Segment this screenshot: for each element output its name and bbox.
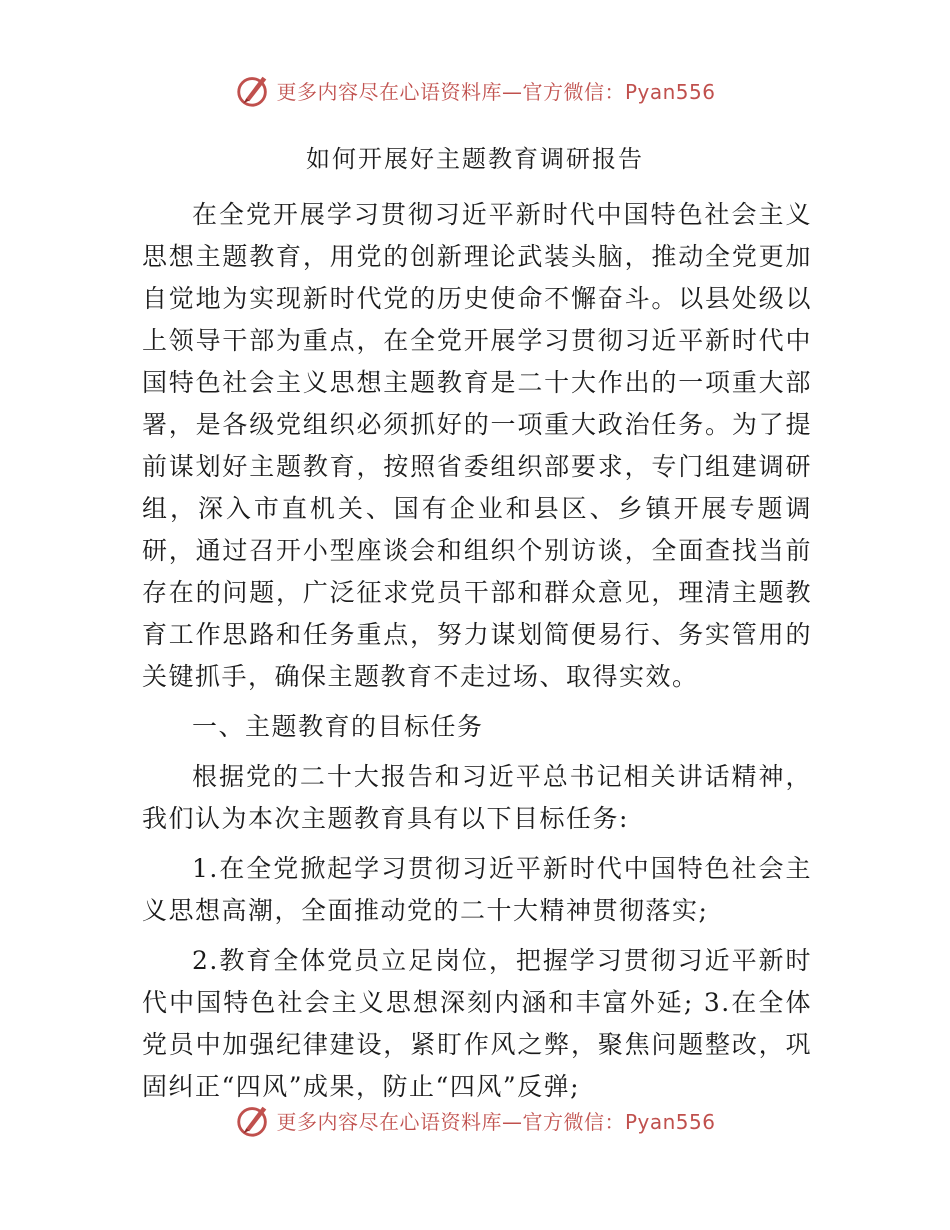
section-heading: 一、主题教育的目标任务 (192, 712, 484, 741)
quill-pen-logo-icon (234, 1101, 272, 1139)
quill-pen-logo-icon (234, 71, 272, 109)
paragraph: 根据党的二十大报告和习近平总书记相关讲话精神，我们认为本次主题教育具有以下目标任务: (142, 762, 812, 833)
list-item: 2.教育全体党员立足岗位，把握学习贯彻习近平新时代中国特色社会主义思想深刻内涵和丰富外延; 3.在全体党员中加强纪律建设，紧盯作风之弊，聚焦问题整改，巩固纠正“四风”成果，防止“四风”反弹; (142, 946, 812, 1101)
document-body (142, 194, 812, 1116)
document-title: 如何开展好主题教育调研报告 (306, 145, 644, 173)
watermark-text: 更多内容尽在心语资料库—官方微信：Pyan556 (276, 1109, 716, 1134)
paragraph-intro: 在全党开展学习贯彻习近平新时代中国特色社会主义思想主题教育，用党的创新理论武装头脑，推动全党更加自觉地为实现新时代党的历史使命不懈奋斗。以县处级以上领导干部为重点，在全党开展学习贯彻习近平新时代中国特色社会主义思想主题教育是二十大作出的一项重大部署，是各级党组织必须抓好的一项重大政治任务。为了提前谋划好主题教育，按照省委组织部要求，专门组建调研组，深入市直机关、国有企业和县区、乡镇开展专题调研，通过召开小型座谈会和组织个别访谈，全面查找当前存在的问题，广泛征求党员干部和群众意见，理清主题教育工作思路和任务重点，努力谋划简便易行、务实管用的关键抓手，确保主题教育不走过场、取得实效。 (142, 200, 812, 691)
watermark-text: 更多内容尽在心语资料库—官方微信：Pyan556 (276, 79, 716, 104)
watermark-header (0, 70, 950, 110)
list-item: 1.在全党掀起学习贯彻习近平新时代中国特色社会主义思想高潮，全面推动党的二十大精神贯彻落实; (142, 854, 812, 925)
watermark-footer (0, 1100, 950, 1140)
